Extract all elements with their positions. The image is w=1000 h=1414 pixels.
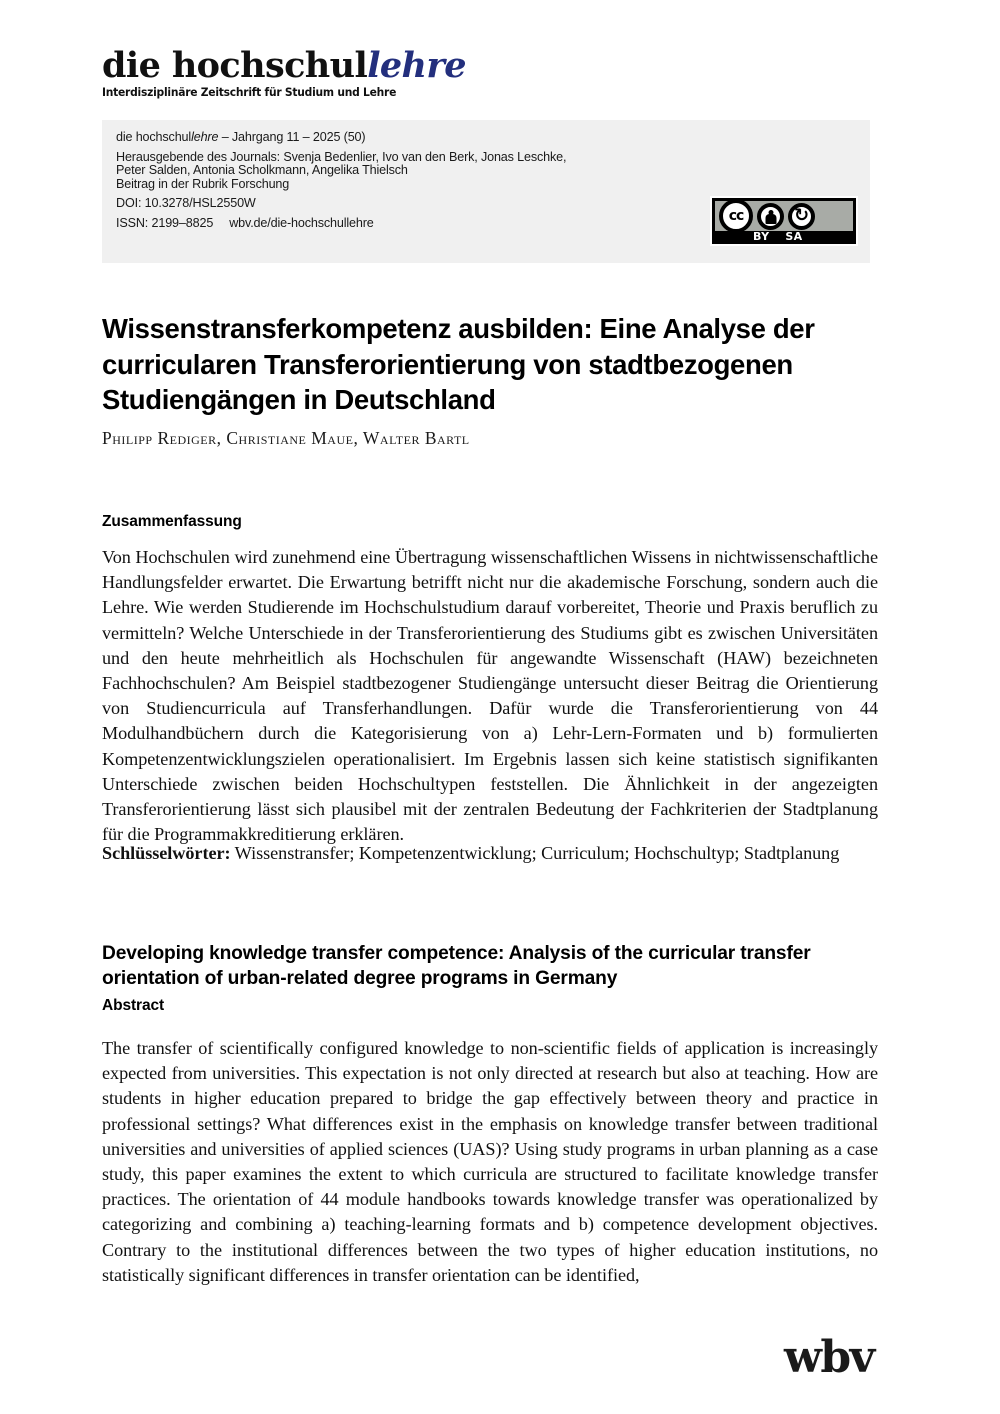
journal-metadata-lines [116,131,716,237]
journal-logo-wordmark [102,45,522,86]
cc-badge-label-row [715,229,853,243]
abstract-heading-english: Abstract [102,997,165,1014]
keywords-label-german: Schlüsselwörter: [102,843,231,863]
article-title-english: Developing knowledge transfer competence: Analysis of the curricular transfer orientation of urban-related degree programs in Germany [102,942,811,990]
share-alike-icon [788,203,815,230]
journal-website-link[interactable]: wbv.de/die-hochschullehre [229,215,374,230]
journal-logo-primary: die hochschul [102,45,368,86]
issue-journal-name: die hochschul [116,130,192,144]
attribution-person-icon [757,203,784,230]
article-title-german: Wissenstransferkompetenz ausbilden: Eine Analyse der curricularen Transferorientierung von stadtbezogenen Studiengängen in Deutschland [102,313,815,415]
cc-icon-text: cc [728,208,744,224]
journal-logo-subtitle: Interdisziplinäre Zeitschrift für Studium und Lehre [102,85,397,99]
cc-by-sa-badge[interactable] [710,196,858,246]
cc-badge-frame [712,198,856,244]
journal-logo-accent: lehre [367,45,466,86]
journal-logo [102,45,522,99]
abstract-text-english: The transfer of scientifically configured knowledge to non-scientific fields of application is increasingly expected from universities. This expectation is not only directed at research but also at teaching. How are students in higher education prepared to bridge the gap effectively between theory and practice in professional settings? What differences exist in the emphasis on knowledge transfer between traditional universities and universities of applied sciences (UAS)? Using study programs in urban planning as a case study, this paper examines the extent to which curricula are structured to facilitate knowledge transfer practices. The orientation of 44 module handbooks towards knowledge transfer was operationalized by categorizing and combining a) teaching-learning formats and b) competence development objectives. Contrary to the institutional differences between the two types of higher education institutions, no statistically significant differences in transfer orientation can be identified, [102,1038,878,1285]
cc-badge-icon-row [715,199,853,233]
keywords-values-german: Wissenstransfer; Kompetenzentwicklung; Curriculum; Hochschultyp; Stadtplanung [230,843,840,863]
editors-line-1: Herausgebende des Journals: Svenja Bedenlier, Ivo van den Berk, Jonas Leschke, [116,149,567,164]
author-list: Philipp Rediger, Christiane Maue, Walter Bartl [102,428,470,448]
issn-website-line [116,217,716,230]
cc-label-sa: SA [785,229,803,243]
creative-commons-icon [719,199,753,233]
issue-journal-name-italic: lehre [191,130,219,144]
publisher-logo-wbv: wbv [784,1332,874,1383]
doi-line[interactable]: DOI: 10.3278/HSL2550W [116,196,256,211]
keywords-german [102,841,878,866]
share-alike-arrow-glyph: ↺ [793,205,810,226]
editors-line-2: Peter Salden, Antonia Scholkmann, Angelika Thielsch [116,163,408,178]
cc-label-by: BY [753,229,770,243]
journal-metadata-box [102,120,870,263]
abstract-heading-german: Zusammenfassung [102,513,242,530]
person-body-shape [765,214,776,224]
issue-volume-year: – Jahrgang 11 – 2025 (50) [218,130,366,144]
abstract-text-german: Von Hochschulen wird zunehmend eine Übertragung wissenschaftlichen Wissens in nichtwissenschaftliche Handlungsfelder erwartet. Die Erwartung betrifft nicht nur die akademische Forschung, sondern auch die Lehre. Wie werden Studierende im Hochschulstudium darauf vorbereitet, Theorie und Praxis beruflich zu vermitteln? Welche Unterschiede in der Transferorientierung des Studiums gibt es zwischen Universitäten und den heute mehrheitlich als Hochschulen für angewandte Wissenschaft (HAW) bezeichneten Fachhochschulen? Am Beispiel stadtbezogener Studiengänge untersucht dieser Beitrag die Orientierung von Studiencurricula auf Transferhandlungen. Dafür wurde die Transferorientierung von 44 Modulhandbüchern durch die Kategorisierung von a) Lehr-Lern-Formaten und b) formulierten Kompetenzentwicklungszielen operationalisiert. Im Ergebnis lassen sich keine statistisch signifikanten Unterschiede zwischen beiden Hochschultypen feststellen. Die Ähnlichkeit in der angezeigten Transferorientierung lässt sich plausibel mit der zentralen Bedeutung der Fachkriterien der Stadtplanung für die Programmakkreditierung erklären. [102,547,878,845]
rubric-line: Beitrag in der Rubrik Forschung [116,176,290,191]
issn-value: ISSN: 2199–8825 [116,215,214,230]
issue-line [116,131,716,144]
